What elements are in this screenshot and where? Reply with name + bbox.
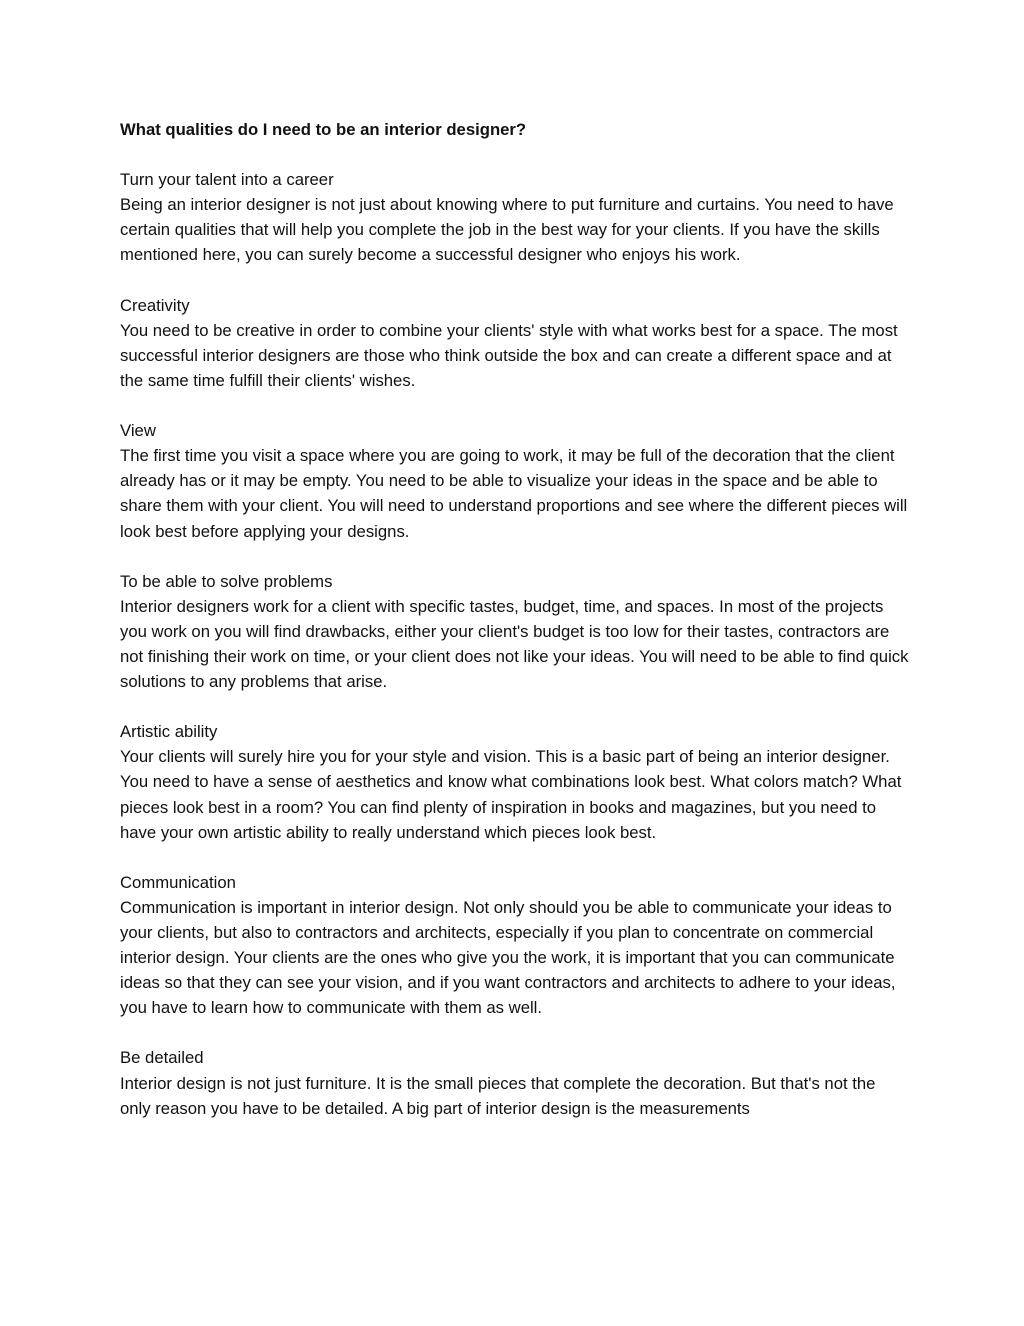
section-problem-solving — [120, 569, 910, 694]
section-heading: To be able to solve problems — [120, 571, 333, 591]
section-artistic-ability — [120, 719, 910, 844]
section-communication — [120, 870, 910, 1021]
document-content — [120, 117, 910, 1146]
section-heading: Communication — [120, 872, 236, 892]
section-body: Interior designers work for a client with specific tastes, budget, time, and spaces. In most of the projects you work on you will find drawbacks, either your client's budget is too low for their tastes, contractors are not finishing their work on time, or your client does not like your ideas. You will need to be able to find quick solutions to any problems that arise. — [120, 596, 909, 692]
section-body: Interior design is not just furniture. It is the small pieces that complete the decoration. But that's not the only reason you have to be detailed. A big part of interior design is the measurements — [120, 1073, 876, 1118]
section-career — [120, 167, 910, 267]
section-view — [120, 418, 910, 543]
section-be-detailed — [120, 1045, 910, 1120]
section-heading: Creativity — [120, 295, 190, 315]
section-heading: Artistic ability — [120, 722, 218, 742]
section-heading: View — [120, 421, 156, 441]
section-body: Being an interior designer is not just about knowing where to put furniture and curtains. You need to have certain qualities that will help you complete the job in the best way for your clients. If you have the skills mentioned here, you can surely become a successful designer who enjoys his work. — [120, 195, 894, 265]
section-heading: Turn your talent into a career — [120, 170, 334, 190]
section-heading: Be detailed — [120, 1048, 204, 1068]
section-body: Your clients will surely hire you for your style and vision. This is a basic part of being an interior designer. You need to have a sense of aesthetics and know what combinations look best. What colors match? What pieces look best in a room? You can find plenty of inspiration in books and magazines, but you need to have your own artistic ability to really understand which pieces look best. — [120, 747, 902, 842]
section-body: You need to be creative in order to combine your clients' style with what works best for a space. The most successful interior designers are those who think outside the box and can create a different space and at the same time fulfill their clients' wishes. — [120, 320, 898, 390]
section-body: The first time you visit a space where you are going to work, it may be full of the decoration that the client already has or it may be empty. You need to be able to visualize your ideas in the space and be able to share them with your client. You will need to understand proportions and see where the different pieces will look best before applying your designs. — [120, 446, 908, 541]
section-body: Communication is important in interior design. Not only should you be able to communicate your ideas to your clients, but also to contractors and architects, especially if you plan to concentrate on commercial interior design. Your clients are the ones who give you the work, it is important that you can communicate ideas so that they can see your vision, and if you want contractors and architects to adhere to your ideas, you have to learn how to communicate with them as well. — [120, 897, 896, 1018]
section-creativity — [120, 293, 910, 393]
document-title: What qualities do I need to be an interior designer? — [120, 120, 527, 139]
